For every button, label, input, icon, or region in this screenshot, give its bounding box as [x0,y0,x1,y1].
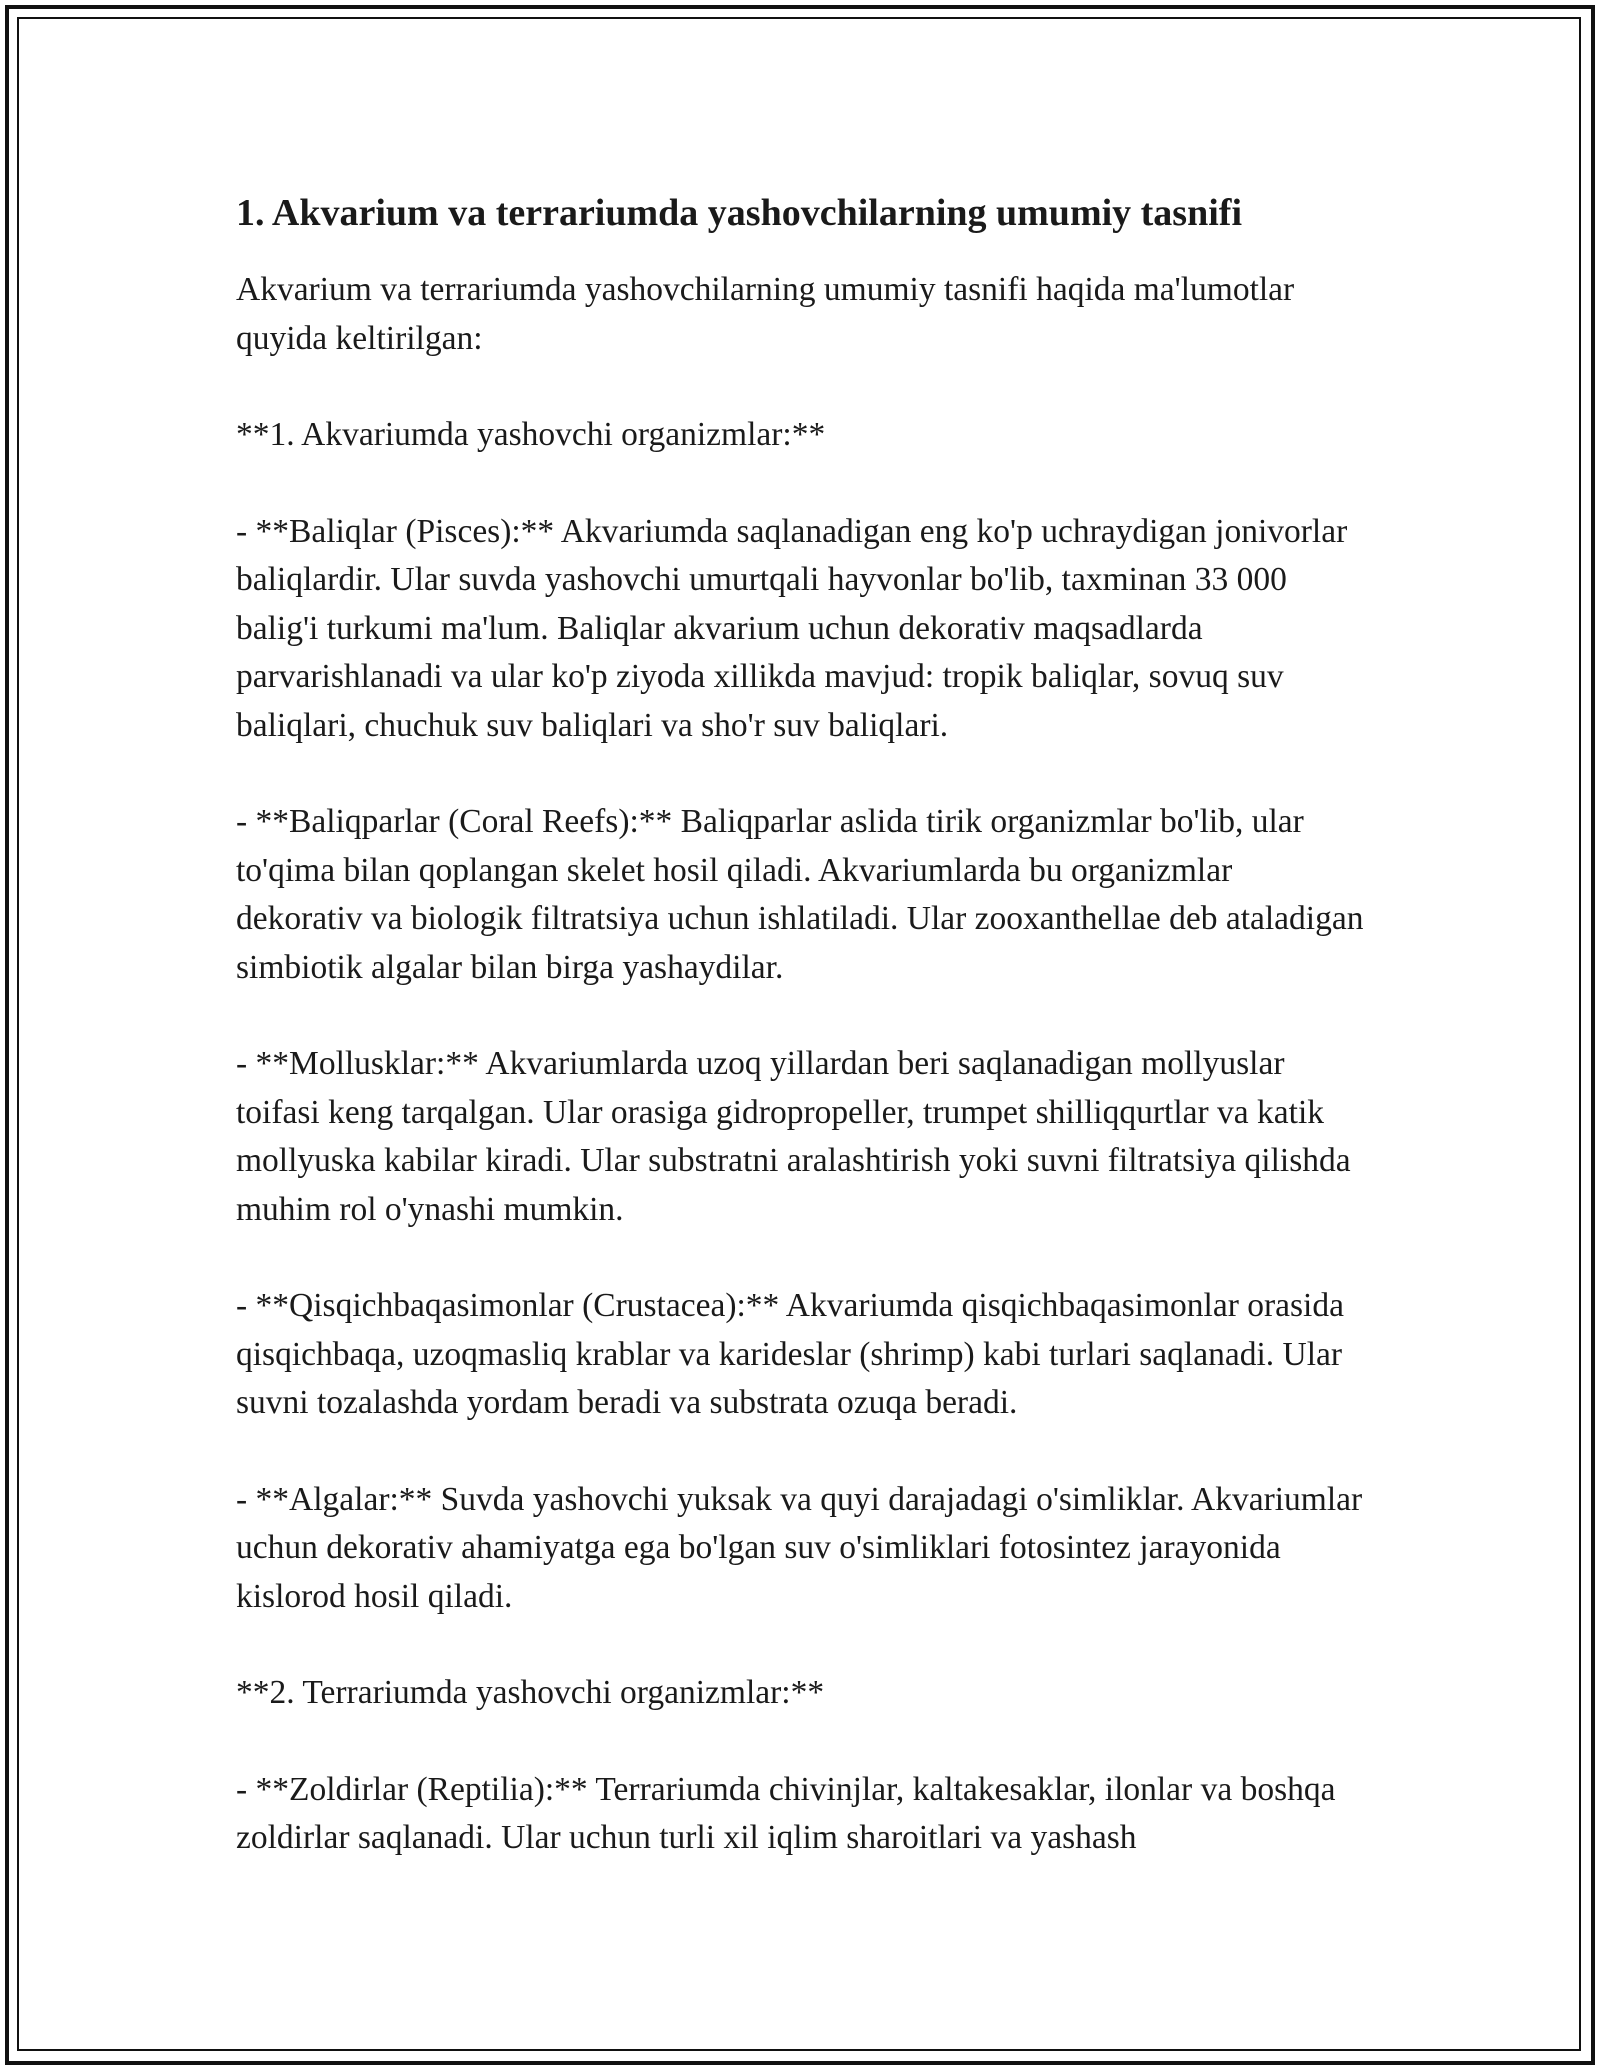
list-item-crustacea: - **Qisqichbaqasimonlar (Crustacea):** Akvariumda qisqichbaqasimonlar orasida qisqichbaqa, uzoqmasliq krablar va karideslar (shrimp) kabi turlari saqlanadi. Ular suvni tozalashda yordam beradi va substrata ozuqa beradi. [236,1287,1344,1421]
list-item-coral-reefs: - **Baliqparlar (Coral Reefs):** Baliqparlar aslida tirik organizmlar bo'lib, ular to'qima bilan qoplangan skelet hosil qiladi. Akvariumlarda bu organizmlar dekorativ va biologik filtratsiya uchun ishlatiladi. Ular zooxanthellae deb ataladigan simbiotik algalar bilan birga yashaydilar. [236,803,1364,986]
list-item-reptilia: - **Zoldirlar (Reptilia):** Terrariumda chivinjlar, kaltakesaklar, ilonlar va boshqa zoldirlar saqlanadi. Ular uchun turli xil iqlim sharoitlari va yashash [236,1770,1336,1856]
list-item-algae: - **Algalar:** Suvda yashovchi yuksak va quyi darajadagi o'simliklar. Akvariumlar uchun dekorativ ahamiyatga ega bo'lgan suv o'simliklari fotosintez jarayonida kislorod hosil qiladi. [236,1480,1363,1615]
section-heading-terrarium: **2. Terrariumda yashovchi organizmlar:** [236,1674,825,1711]
document-title: 1. Akvarium va terrariumda yashovchilarning umumiy tasnifi [236,192,1242,234]
list-item-mollusks: - **Mollusklar:** Akvariumlarda uzoq yillardan beri saqlanadigan mollyuslar toifasi keng tarqalgan. Ular orasiga gidropropeller, trumpet shilliqqurtlar va katik mollyuska kabilar kiradi. Ular substratni aralashtirish yoki suvni filtratsiya qilishda muhim rol o'ynashi mumkin. [236,1045,1351,1228]
intro-paragraph: Akvarium va terrariumda yashovchilarning umumiy tasnifi haqida ma'lumotlar quyida keltirilgan: [236,271,1295,357]
section-heading-aquarium: **1. Akvariumda yashovchi organizmlar:** [236,416,826,453]
list-item-pisces: - **Baliqlar (Pisces):** Akvariumda saqlanadigan eng ko'p uchraydigan jonivorlar baliqlardir. Ular suvda yashovchi umurtqali hayvonlar bo'lib, taxminan 33 000 balig'i turkumi ma'lum. Baliqlar akvarium uchun dekorativ maqsadlarda parvarishlanadi va ular ko'p ziyoda xillikda mavjud: tropik baliqlar, sovuq suv baliqlari, chuchuk suv baliqlari va sho'r suv baliqlari. [236,512,1348,744]
document-body [236,188,1366,1863]
